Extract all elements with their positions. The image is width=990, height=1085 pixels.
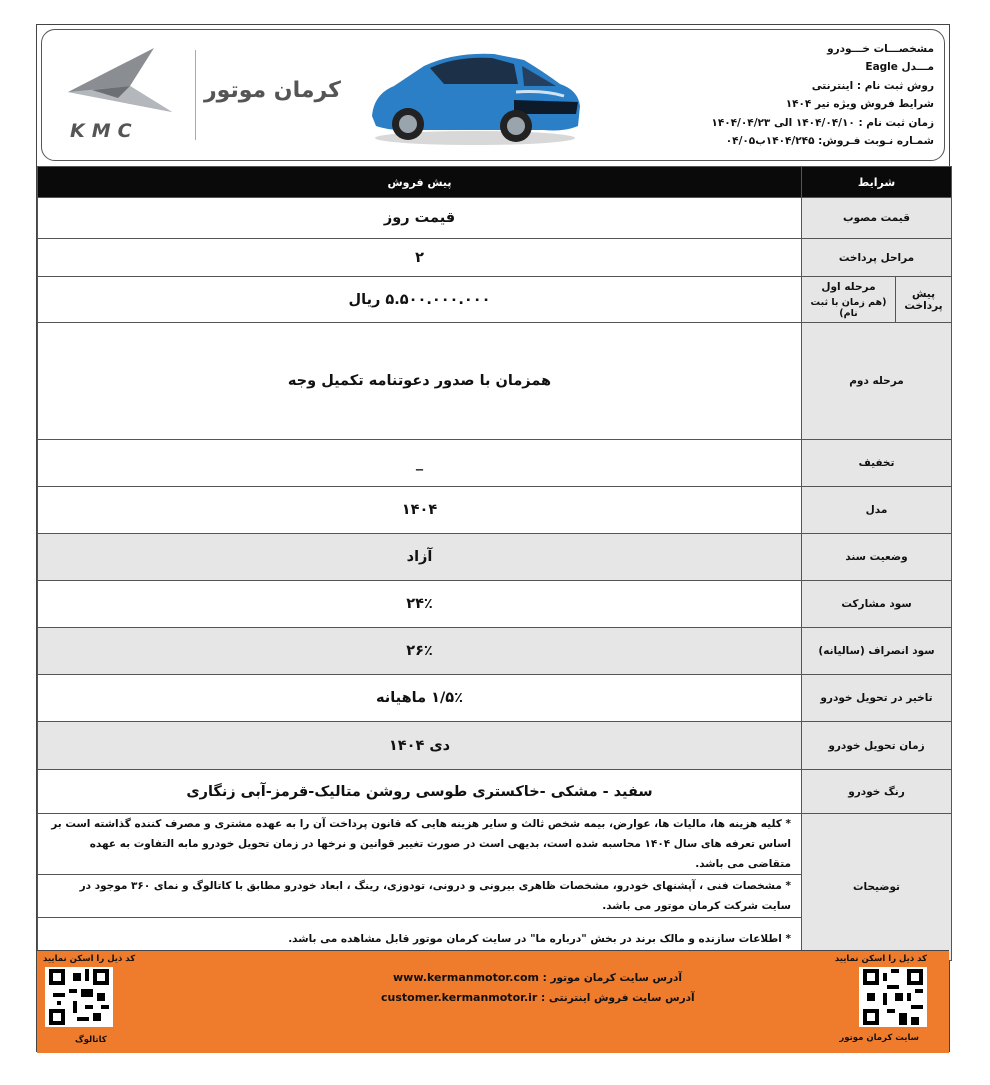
spec-block xyxy=(711,40,934,150)
conditions-table xyxy=(37,166,952,961)
shop-address xyxy=(381,991,695,1004)
note-1: * کلیه هزینه ها، مالیات ها، عوارض، بیمه شخص ثالث و سایر هزینه هایی که قانون پرداخت آن را به عهده مشتری و مصرف کننده گذاشته است بر اساس تعرفه های سال ۱۴۰۴ محاسبه شده است، بدیهی است در صورت تغییر قوانین و نرخها در زمان تحویل خودرو مابه التفاوت به عهده متقاضی می باشد. xyxy=(38,814,802,875)
spec-title: مشخصـــات خـــودرو xyxy=(827,43,934,55)
spec-reg-method: روش ثبت نام : اینترنتی xyxy=(811,79,934,92)
header-conditions: شرایط xyxy=(802,167,952,198)
logo-divider xyxy=(195,50,196,140)
model-label: مدل xyxy=(802,487,952,534)
spec-sale-no: شمـاره نـوبت فـروش: ۱۴۰۴/۲۴۵ب۰۴/۰۵ xyxy=(725,135,934,148)
table-row xyxy=(38,323,952,440)
note-2: * مشخصات فنی ، آپشنهای خودرو، مشخصات ظاهری بیرونی و درونی، تودوزی، رینگ ، ابعاد خودرو مطابق با کاتالوگ و نمای ۳۶۰ موجود در سایت شرکت کرمان موتور می باشد. xyxy=(38,875,802,918)
table-row xyxy=(38,440,952,487)
first-stage-title: مرحله اول xyxy=(821,280,876,293)
shop-address-label: آدرس سایت فروش اینترنتی : xyxy=(541,992,695,1004)
stages-label: مراحل پرداخت xyxy=(802,239,952,277)
footer-bar xyxy=(37,950,949,1053)
qr-catalog-caption: کاتالوگ xyxy=(75,1035,107,1045)
table-row xyxy=(38,534,952,581)
stages-value: ۲ xyxy=(38,239,802,277)
table-row xyxy=(38,277,952,323)
spec-sale-terms: شرایط فروش ویژه تیر ۱۴۰۴ xyxy=(785,98,934,111)
delivery-value: دی ۱۴۰۴ xyxy=(38,722,802,770)
header-box xyxy=(41,29,945,161)
notes-label: توضیحات xyxy=(802,814,952,961)
kmc-logo xyxy=(64,42,341,142)
site-address xyxy=(393,971,682,984)
doc-status-label: وضعیت سند xyxy=(802,534,952,581)
color-label: رنگ خودرو xyxy=(802,770,952,814)
table-row xyxy=(38,487,952,534)
price-sheet xyxy=(36,24,950,1052)
first-stage-sub: (هم زمان با ثبت نام) xyxy=(810,296,887,319)
delay-value: ۱/۵٪ ماهیانه xyxy=(38,675,802,722)
color-value: سفید - مشکی -خاکستری طوسی روشن متالیک-قرمز-آبی زنگاری xyxy=(38,770,802,814)
site-address-label: آدرس سایت کرمان موتور : xyxy=(542,972,683,984)
prepay-group-label: پیش پرداخت xyxy=(896,277,952,323)
scan-note-left: کد ذیل را اسکن نمایید xyxy=(43,954,136,964)
table-row xyxy=(38,770,952,814)
car-image xyxy=(364,44,586,148)
second-stage-value: همزمان با صدور دعوتنامه تکمیل وجه xyxy=(38,323,802,440)
qr-site-caption: سایت کرمان موتور xyxy=(839,1033,919,1043)
table-row xyxy=(38,814,952,875)
price-value: قیمت روز xyxy=(38,198,802,239)
shop-url-link[interactable]: customer.kermanmotor.ir xyxy=(381,991,538,1004)
qr-catalog[interactable] xyxy=(45,967,113,1027)
model-value: ۱۴۰۴ xyxy=(38,487,802,534)
delivery-label: زمان تحویل خودرو xyxy=(802,722,952,770)
qr-code-icon xyxy=(863,969,923,1025)
doc-status-value: آزاد xyxy=(38,534,802,581)
first-stage-value: ۵.۵۰۰.۰۰۰.۰۰۰ ریال xyxy=(38,277,802,323)
table-row xyxy=(38,581,952,628)
cancel-label: سود انصراف (سالیانه) xyxy=(802,628,952,675)
cancel-value: ۲۶٪ xyxy=(38,628,802,675)
logo-text-fa: کرمان موتور xyxy=(204,78,341,103)
qr-site[interactable] xyxy=(859,967,927,1027)
table-row xyxy=(38,628,952,675)
price-label: قیمت مصوب xyxy=(802,198,952,239)
site-url-link[interactable]: www.kermanmotor.com xyxy=(393,971,539,984)
discount-label: تخفیف xyxy=(802,440,952,487)
scan-note-right: کد ذیل را اسکن نمایید xyxy=(834,954,927,964)
delay-label: تاخیر در تحویل خودرو xyxy=(802,675,952,722)
table-row xyxy=(38,722,952,770)
table-row xyxy=(38,198,952,239)
note-3: * اطلاعات سازنده و مالک برند در بخش "درباره ما" در سایت کرمان موتور قابل مشاهده می باشد. xyxy=(38,918,802,961)
spec-reg-time: زمان ثبت نام : ۱۴۰۴/۰۴/۱۰ الی ۱۴۰۴/۰۴/۲۳ xyxy=(711,116,934,129)
table-header-row xyxy=(38,167,952,198)
table-row xyxy=(38,239,952,277)
header-presale: پیش فروش xyxy=(38,167,802,198)
table-row xyxy=(38,675,952,722)
partnership-label: سود مشارکت xyxy=(802,581,952,628)
logo-text-en: KMC xyxy=(70,120,139,142)
spec-model: مـــدل Eagle xyxy=(865,61,934,74)
second-stage-label: مرحله دوم xyxy=(802,323,952,440)
partnership-value: ۲۴٪ xyxy=(38,581,802,628)
kmc-logo-mark xyxy=(68,46,178,116)
discount-value: _ xyxy=(38,440,802,487)
qr-code-icon xyxy=(49,969,109,1025)
first-stage-label xyxy=(802,277,896,323)
